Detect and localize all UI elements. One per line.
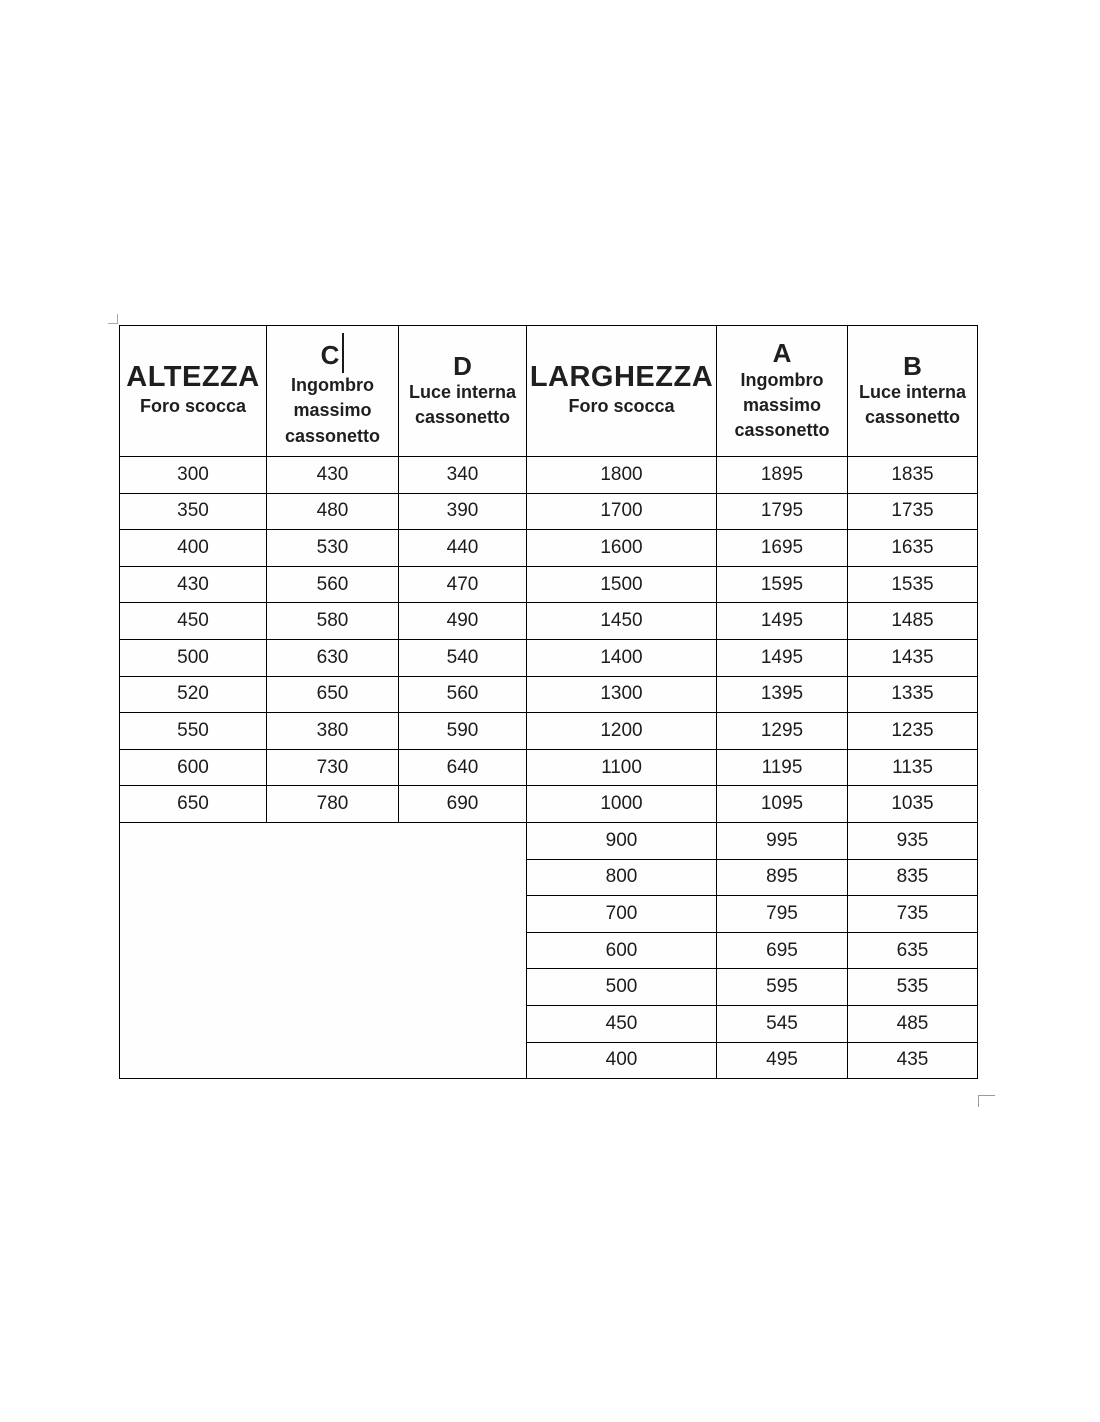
value-cell: 1100 [527,749,717,786]
value-cell: 1095 [717,786,848,823]
value-cell: 1235 [848,713,978,750]
value-cell: 430 [120,566,267,603]
value-cell: 490 [399,603,527,640]
column-header-a [717,326,848,457]
column-letter: C [320,340,340,371]
value-cell: 895 [717,859,848,896]
value-cell: 1450 [527,603,717,640]
value-cell: 545 [717,1005,848,1042]
value-cell: 595 [717,969,848,1006]
value-cell: 1600 [527,530,717,567]
table-move-handle[interactable] [108,314,118,324]
table-row [120,749,978,786]
table-row [120,639,978,676]
column-title [267,333,398,373]
value-cell: 530 [267,530,399,567]
value-cell: 350 [120,493,267,530]
value-cell: 440 [399,530,527,567]
value-cell: 900 [527,822,717,859]
value-cell: 590 [399,713,527,750]
column-title: LARGHEZZA [529,361,714,394]
table-row [120,822,978,859]
value-cell: 450 [120,603,267,640]
value-cell: 1135 [848,749,978,786]
empty-merged-cell [120,822,527,1078]
column-header-c [267,326,399,457]
value-cell: 1295 [717,713,848,750]
value-cell: 780 [267,786,399,823]
value-cell: 700 [527,896,717,933]
value-cell: 735 [848,896,978,933]
value-cell: 1500 [527,566,717,603]
value-cell: 1735 [848,493,978,530]
value-cell: 835 [848,859,978,896]
value-cell: 630 [267,639,399,676]
value-cell: 380 [267,713,399,750]
table-row [120,603,978,640]
table-body [120,457,978,1079]
cassonetto-dimensions-table [119,325,978,1079]
value-cell: 935 [848,822,978,859]
column-title: ALTEZZA [126,361,260,394]
value-cell: 430 [267,457,399,494]
value-cell: 600 [527,932,717,969]
value-cell: 1335 [848,676,978,713]
value-cell: 1700 [527,493,717,530]
value-cell: 450 [527,1005,717,1042]
value-cell: 1635 [848,530,978,567]
value-cell: 390 [399,493,527,530]
column-header-altezza [120,326,267,457]
column-subtitle: Foro scocca [568,396,675,417]
value-cell: 1195 [717,749,848,786]
value-cell: 1035 [848,786,978,823]
column-subtitle: Luce interna cassonetto [408,382,517,428]
column-title: D [453,350,472,381]
value-cell: 1695 [717,530,848,567]
value-cell: 730 [267,749,399,786]
value-cell: 1895 [717,457,848,494]
value-cell: 480 [267,493,399,530]
value-cell: 435 [848,1042,978,1079]
value-cell: 500 [527,969,717,1006]
value-cell: 1835 [848,457,978,494]
value-cell: 560 [267,566,399,603]
column-title: A [772,337,792,368]
value-cell: 1795 [717,493,848,530]
table-resize-handle[interactable] [978,1095,995,1107]
table-row [120,786,978,823]
value-cell: 1495 [717,603,848,640]
value-cell: 1435 [848,639,978,676]
table-row [120,676,978,713]
table-row [120,530,978,567]
value-cell: 500 [120,639,267,676]
value-cell: 995 [717,822,848,859]
value-cell: 340 [399,457,527,494]
column-title: B [903,350,922,381]
value-cell: 1800 [527,457,717,494]
value-cell: 800 [527,859,717,896]
value-cell: 540 [399,639,527,676]
value-cell: 635 [848,932,978,969]
value-cell: 550 [120,713,267,750]
column-header-d [399,326,527,457]
value-cell: 400 [120,530,267,567]
value-cell: 1400 [527,639,717,676]
value-cell: 485 [848,1005,978,1042]
value-cell: 470 [399,566,527,603]
value-cell: 580 [267,603,399,640]
table-row [120,713,978,750]
value-cell: 1300 [527,676,717,713]
column-subtitle: Foro scocca [139,396,247,417]
column-header-larghezza [527,326,717,457]
value-cell: 560 [399,676,527,713]
value-cell: 535 [848,969,978,1006]
value-cell: 520 [120,676,267,713]
value-cell: 795 [717,896,848,933]
table-row [120,566,978,603]
table-row [120,493,978,530]
value-cell: 1535 [848,566,978,603]
value-cell: 1200 [527,713,717,750]
header-row [120,326,978,457]
value-cell: 690 [399,786,527,823]
table-row [120,457,978,494]
value-cell: 650 [120,786,267,823]
value-cell: 1495 [717,639,848,676]
value-cell: 600 [120,749,267,786]
column-header-b [848,326,978,457]
value-cell: 300 [120,457,267,494]
value-cell: 640 [399,749,527,786]
column-subtitle: Luce interna cassonetto [858,382,967,428]
value-cell: 1595 [717,566,848,603]
column-subtitle: Ingombro massimo cassonetto [734,369,830,440]
value-cell: 495 [717,1042,848,1079]
text-cursor [342,333,344,373]
value-cell: 1000 [527,786,717,823]
value-cell: 400 [527,1042,717,1079]
value-cell: 1395 [717,676,848,713]
value-cell: 650 [267,676,399,713]
column-subtitle: Ingombro massimo cassonetto [284,375,381,446]
value-cell: 1485 [848,603,978,640]
value-cell: 695 [717,932,848,969]
